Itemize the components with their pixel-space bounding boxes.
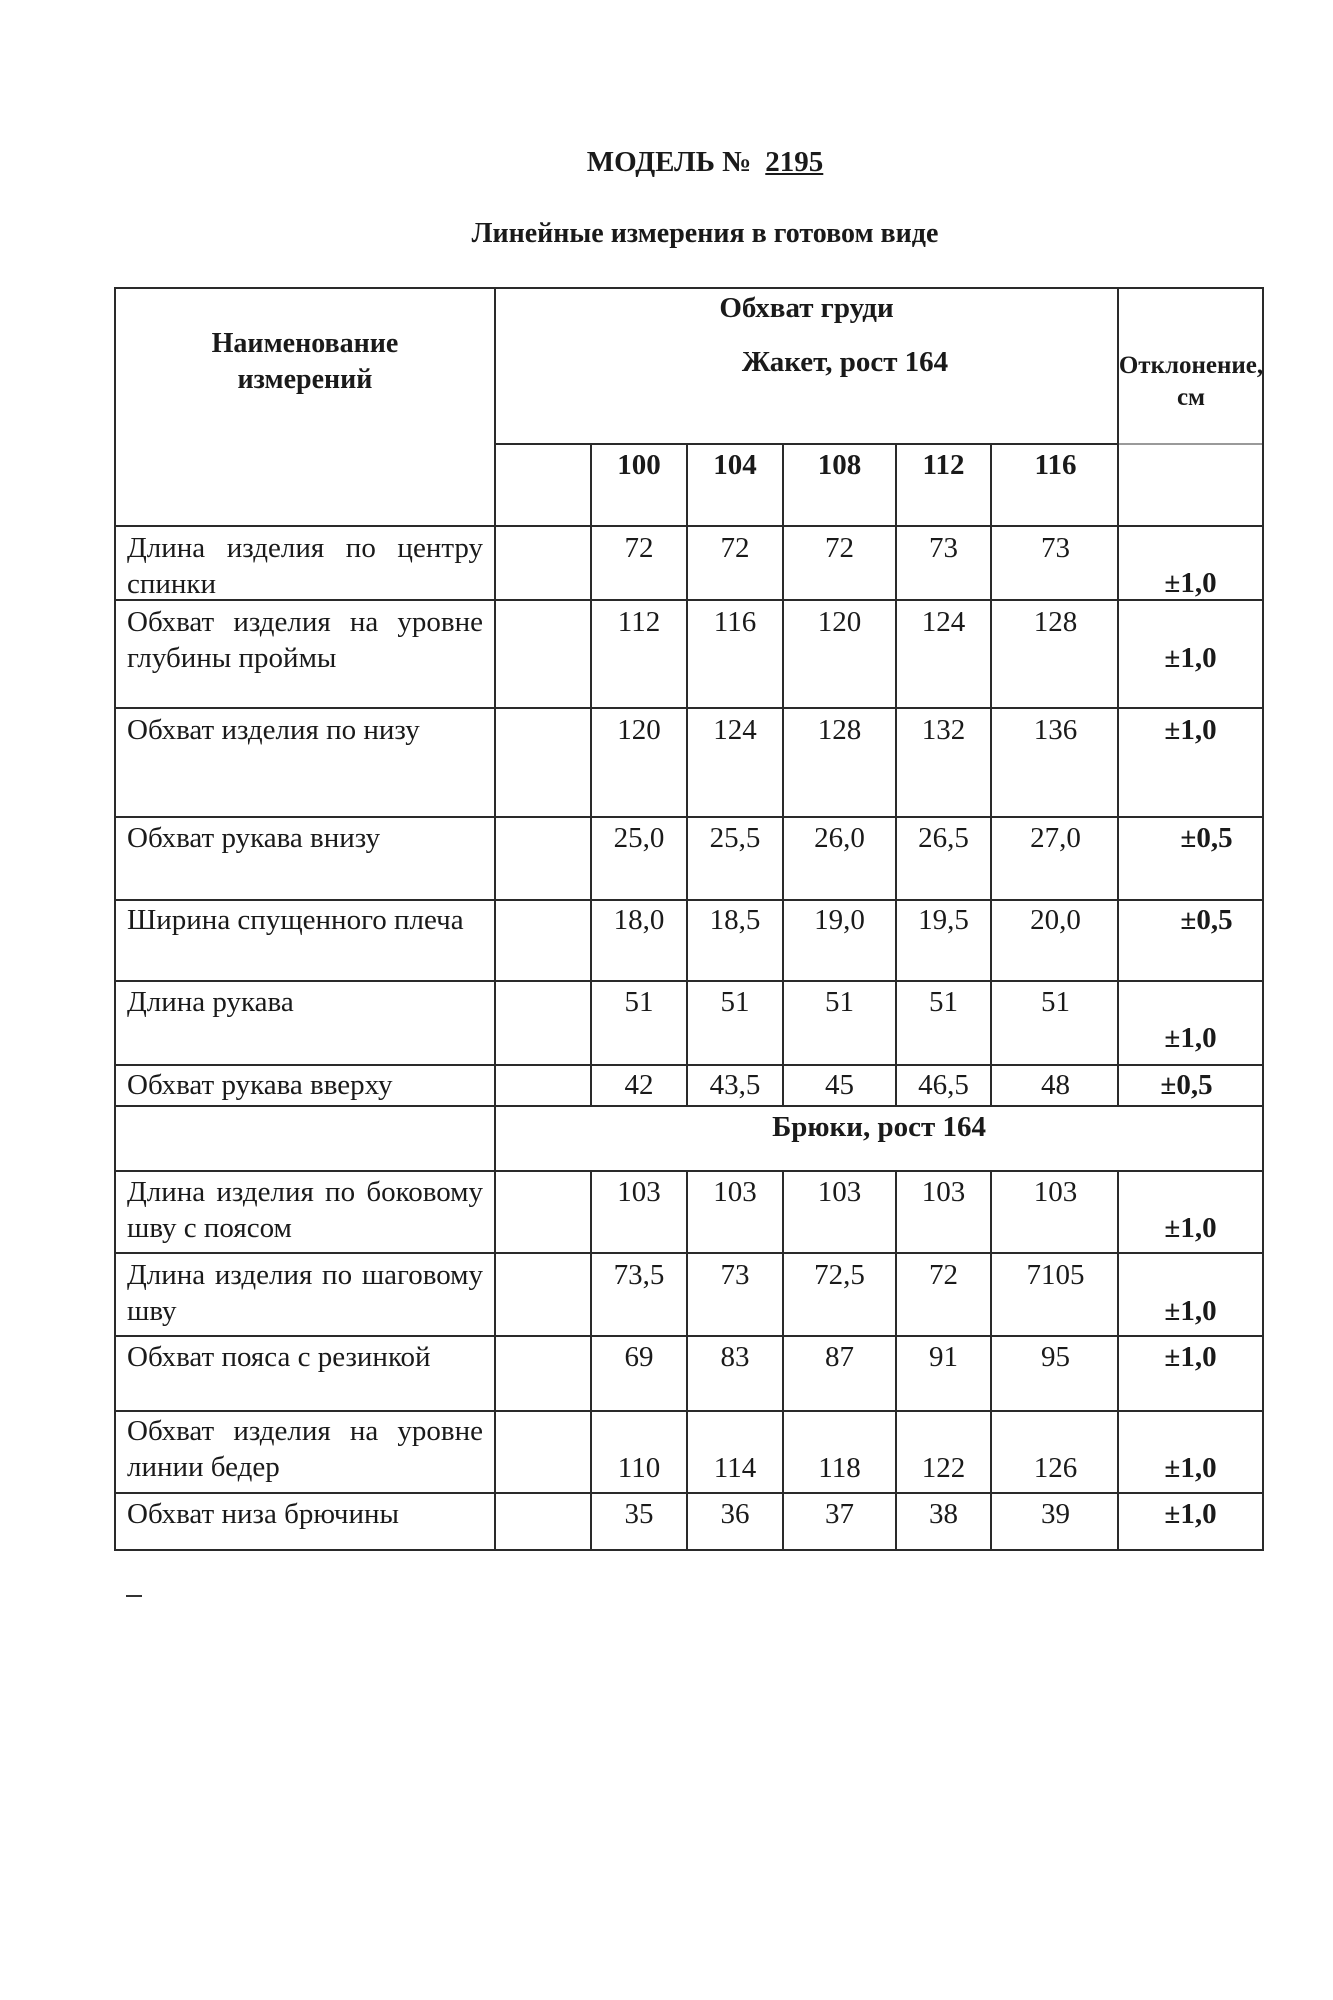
- row-divider: [114, 1252, 1264, 1254]
- table-border-top: [114, 287, 1264, 289]
- row-divider: [114, 525, 1264, 527]
- table-cell: 26,5: [918, 822, 969, 854]
- name-column-divider: [494, 287, 496, 1551]
- table-cell: 20,0: [1030, 904, 1081, 936]
- table-border-bottom: [114, 1549, 1264, 1551]
- row-divider: [114, 707, 1264, 709]
- table-cell: 51: [825, 986, 854, 1018]
- table-cell: 91: [929, 1341, 958, 1373]
- table-row-name: Обхват изделия на уровне глубины проймы: [127, 606, 483, 674]
- row-divider: [114, 1410, 1264, 1412]
- table-cell: 25,0: [613, 822, 665, 854]
- table-cell: 87: [825, 1341, 854, 1373]
- column-header-deviation: Отклонение, см: [1118, 352, 1264, 411]
- table-cell: 51: [720, 986, 750, 1018]
- table-cell: 124: [921, 606, 966, 638]
- row-divider: [114, 1105, 1264, 1107]
- table-cell: 124: [713, 714, 757, 746]
- model-number: 2195: [765, 146, 824, 178]
- table-cell: 116: [713, 606, 757, 638]
- table-cell: 51: [624, 986, 654, 1018]
- table-cell: 72: [825, 532, 854, 564]
- table-cell: 51: [1041, 986, 1070, 1018]
- section-header-jacket: Жакет, рост 164: [741, 346, 949, 378]
- group-header-chest: Обхват груди: [719, 292, 894, 324]
- table-cell: 128: [817, 714, 862, 746]
- table-cell: 38: [929, 1498, 958, 1530]
- table-row-name: Обхват изделия на уровне линии бедер: [127, 1415, 483, 1483]
- table-cell: 103: [617, 1176, 661, 1208]
- table-cell: 7105: [1026, 1259, 1085, 1291]
- table-cell: 95: [1041, 1341, 1070, 1373]
- tolerance-cell: ±1,0: [1164, 567, 1217, 599]
- table-cell: 51: [929, 986, 958, 1018]
- table-row-name: Обхват изделия по низу: [127, 714, 420, 746]
- tolerance-cell: ±0,5: [1180, 822, 1233, 854]
- table-cell: 72: [720, 532, 750, 564]
- row-divider: [114, 816, 1264, 818]
- table-cell: 19,5: [918, 904, 969, 936]
- table-cell: 18,5: [709, 904, 761, 936]
- table-row-name: Длина изделия по шаговому шву: [127, 1259, 483, 1327]
- table-cell: 72,5: [814, 1259, 865, 1291]
- table-cell: 27,0: [1030, 822, 1081, 854]
- tolerance-cell: ±0,5: [1180, 904, 1233, 936]
- table-row-name: Длина рукава: [127, 986, 294, 1018]
- table-cell: 48: [1041, 1069, 1070, 1101]
- table-cell: 72: [929, 1259, 958, 1291]
- table-cell: 73,5: [613, 1259, 665, 1291]
- table-cell: 83: [720, 1341, 750, 1373]
- footer-dash: [126, 1595, 142, 1597]
- table-cell: 73: [929, 532, 958, 564]
- table-border-left: [114, 287, 116, 1551]
- table-cell: 36: [720, 1498, 750, 1530]
- table-cell: 25,5: [709, 822, 761, 854]
- row-divider: [114, 1064, 1264, 1066]
- table-cell: 112: [617, 606, 661, 638]
- section-header-trousers: Брюки, рост 164: [772, 1111, 986, 1143]
- size-header: 100: [617, 449, 661, 481]
- tolerance-cell: ±1,0: [1164, 1022, 1217, 1054]
- model-label: МОДЕЛЬ №: [586, 146, 752, 178]
- table-cell: 114: [713, 1452, 757, 1484]
- table-cell: 126: [1033, 1452, 1078, 1484]
- table-row-name: Обхват рукава внизу: [127, 822, 381, 854]
- table-cell: 103: [817, 1176, 862, 1208]
- tolerance-cell: ±1,0: [1164, 1212, 1217, 1244]
- row-divider: [114, 1335, 1264, 1337]
- row-divider: [114, 980, 1264, 982]
- table-cell: 128: [1033, 606, 1078, 638]
- size-header: 112: [922, 449, 965, 481]
- table-row-name: Обхват пояса с резинкой: [127, 1341, 431, 1373]
- table-cell: 19,0: [814, 904, 865, 936]
- table-cell: 103: [1033, 1176, 1078, 1208]
- table-cell: 69: [624, 1341, 654, 1373]
- table-cell: 73: [720, 1259, 750, 1291]
- table-cell: 72: [624, 532, 654, 564]
- size-header: 116: [1034, 449, 1077, 481]
- table-cell: 103: [921, 1176, 966, 1208]
- table-cell: 122: [921, 1452, 966, 1484]
- table-cell: 26,0: [814, 822, 865, 854]
- table-cell: 45: [825, 1069, 854, 1101]
- table-cell: 136: [1033, 714, 1078, 746]
- table-cell: 118: [818, 1452, 861, 1484]
- table-cell: 42: [624, 1069, 654, 1101]
- table-cell: 18,0: [613, 904, 665, 936]
- tolerance-cell: ±0,5: [1160, 1069, 1213, 1101]
- table-cell: 120: [817, 606, 862, 638]
- row-divider: [114, 1170, 1264, 1172]
- page-subtitle: Линейные измерения в готовом виде: [471, 218, 939, 249]
- table-cell: 43,5: [709, 1069, 761, 1101]
- table-row-name: Обхват рукава вверху: [127, 1069, 393, 1101]
- tolerance-cell: ±1,0: [1164, 1295, 1217, 1327]
- table-cell: 39: [1041, 1498, 1070, 1530]
- tolerance-cell: ±1,0: [1164, 642, 1217, 674]
- table-cell: 110: [617, 1452, 661, 1484]
- table-cell: 103: [713, 1176, 757, 1208]
- table-cell: 46,5: [918, 1069, 969, 1101]
- tolerance-cell: ±1,0: [1164, 1498, 1217, 1530]
- table-cell: 132: [921, 714, 966, 746]
- header-divider-dev: [1117, 443, 1264, 445]
- table-cell: 37: [825, 1498, 854, 1530]
- table-cell: 35: [624, 1498, 654, 1530]
- size-header: 108: [817, 449, 862, 481]
- column-header-name: Наименование измерений: [211, 328, 399, 395]
- table-row-name: Длина изделия по центру спинки: [127, 532, 483, 600]
- row-divider: [114, 1492, 1264, 1494]
- tolerance-cell: ±1,0: [1164, 1341, 1217, 1373]
- tolerance-cell: ±1,0: [1164, 1452, 1217, 1484]
- row-divider: [114, 899, 1264, 901]
- table-cell: 73: [1041, 532, 1070, 564]
- table-row-name: Длина изделия по боковому шву с поясом: [127, 1176, 483, 1244]
- table-row-name: Ширина спущенного плеча: [127, 904, 464, 936]
- tolerance-cell: ±1,0: [1164, 714, 1217, 746]
- table-cell: 120: [617, 714, 661, 746]
- header-divider: [494, 443, 1117, 445]
- size-header: 104: [713, 449, 757, 481]
- table-row-name: Обхват низа брючины: [127, 1498, 399, 1530]
